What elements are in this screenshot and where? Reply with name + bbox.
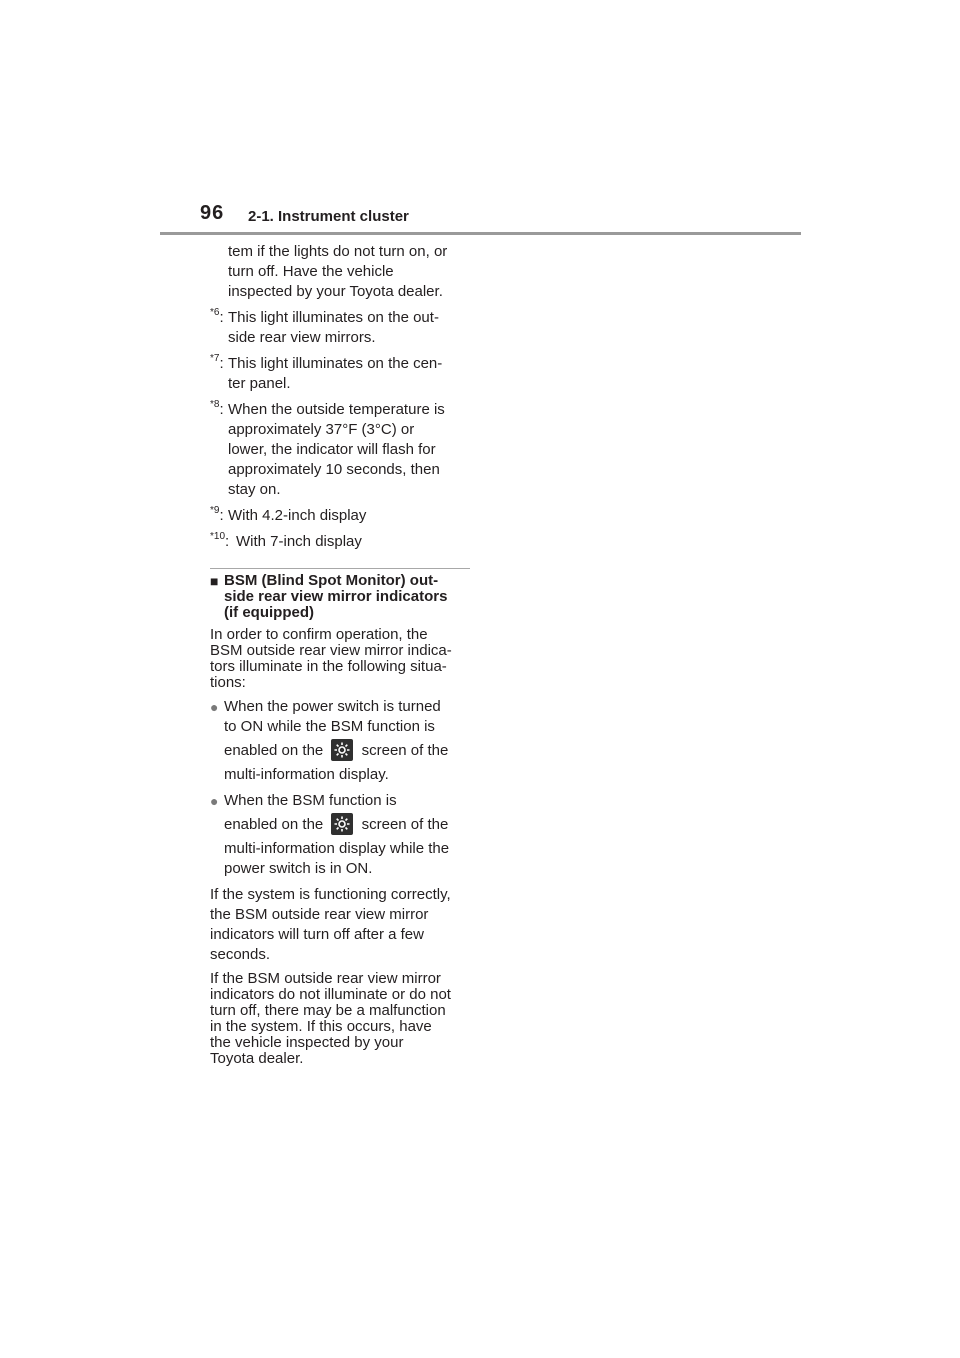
page-number: 96 [200,202,225,224]
footnote-mark: $^{*9}$: [210,505,224,524]
footnote-6: $^{*6}$: This light illuminates on the out- side rear view mirrors. [210,307,439,346]
gear-icon [331,813,353,835]
gear-icon [331,739,353,761]
bsm-bullet-1: ● When the power switch is turned to ON while the BSM function is enabled on the screen of the multi-information display. [210,698,449,783]
square-bullet-icon: ■ [210,573,219,589]
header-rule [160,232,801,235]
content-column [210,242,470,1067]
section-divider [210,568,470,569]
footnote-mark: $^{*10}$: [210,531,230,550]
footnote-mark: $^{*6}$: [210,307,224,326]
circle-bullet-icon: ● [210,699,219,715]
footnote-10: $^{*10}$: With 7-inch display [210,531,362,550]
circle-bullet-icon: ● [210,793,219,809]
footnote-mark: $^{*8}$: [210,399,224,418]
section-title: 2-1. Instrument cluster [248,208,409,225]
bsm-heading: ■ BSM (Blind Spot Monitor) out- side rear view mirror indicators (if equipped) [210,572,448,621]
bsm-paragraph-2: If the BSM outside rear view mirror indicators do not illuminate or do not turn off, there may be a malfunction in the system. If this occurs, have the vehicle inspected by your Toyota dealer. [210,970,451,1067]
continuation-text: tem if the lights do not turn on, or turn off. Have the vehicle inspected by your Toyota dealer. [228,243,448,300]
bsm-paragraph-1: If the system is functioning correctly, the BSM outside rear view mirror indicators will turn off after a few seconds. [210,886,451,963]
footnote-8: $^{*8}$: When the outside temperature is approximately 37°F (3°C) or lower, the indicator will flash for approximately 10 seconds, then stay on. [210,399,445,498]
footnote-mark: $^{*7}$: [210,353,224,372]
bsm-bullet-2: ● When the BSM function is enabled on the screen of the multi-information display while the power switch is in ON. [210,792,450,877]
bsm-intro: In order to confirm operation, the BSM outside rear view mirror indica- tors illuminate in the following situa- tions: [210,626,452,691]
footnote-9: $^{*9}$: With 4.2-inch display [210,505,367,524]
footnote-7: $^{*7}$: This light illuminates on the cen- ter panel. [210,353,443,392]
